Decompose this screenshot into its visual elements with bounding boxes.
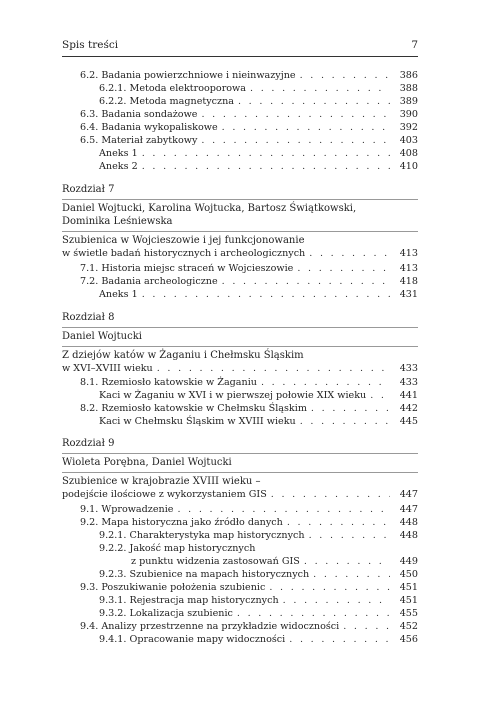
toc-entry[interactable]: Aneks 1 . . . 431: [99, 289, 418, 301]
chapter-authors: Dominika Leśniewska: [62, 216, 173, 227]
toc-entry[interactable]: 6.2.2. Metoda magnetyczna . . . 389: [99, 96, 418, 108]
chapter-title: Z dziejów katów w Żaganiu i Chełmsku Śląskim: [62, 350, 304, 361]
chapter-authors: Daniel Wojtucki, Karolina Wojtucka, Bartosz Świątkowski,: [62, 203, 357, 214]
chapter-rule: [62, 327, 418, 328]
toc-entry[interactable]: 6.2.1. Metoda elektrooporowa . . . 388: [99, 83, 418, 95]
toc-entry[interactable]: 6.5. Materiał zabytkowy . . . 403: [80, 135, 418, 147]
running-header: [62, 38, 418, 52]
chapter-rule: [62, 453, 418, 454]
chapter-authors: Wioleta Porębna, Daniel Wojtucki: [62, 457, 232, 468]
toc-entry[interactable]: Aneks 1 . . . 408: [99, 148, 418, 160]
page-number: 7: [411, 39, 418, 51]
toc-entry[interactable]: 7.2. Badania archeologiczne . . . 418: [80, 276, 418, 288]
chapter-label: Rozdział 8: [62, 312, 115, 323]
chapter-title: Szubienice w krajobrazie XVIII wieku –: [62, 476, 261, 487]
toc-entry[interactable]: 9.1. Wprowadzenie . . . 447: [80, 504, 418, 516]
toc-entry[interactable]: 8.2. Rzemiosło katowskie w Chełmsku Śląskim . . . 442: [80, 403, 418, 415]
toc-entry[interactable]: Kaci w Chełmsku Śląskim w XVIII wieku . . . 445: [99, 416, 418, 428]
toc-entry[interactable]: 9.4.1. Opracowanie mapy widoczności . . . 456: [99, 634, 418, 646]
toc-entry[interactable]: z punktu widzenia zastosowań GIS . . . 449: [131, 556, 418, 568]
toc-entry[interactable]: 9.2.3. Szubienice na mapach historycznych . . . 450: [99, 569, 418, 581]
chapter-label: Rozdział 7: [62, 184, 115, 195]
toc-entry[interactable]: Aneks 2 . . . 410: [99, 161, 418, 173]
toc-entry-first-line[interactable]: 9.2.2. Jakość map historycznych: [99, 543, 256, 554]
toc-entry[interactable]: 9.4. Analizy przestrzenne na przykładzie widoczności . . . 452: [80, 621, 418, 633]
toc-entry[interactable]: 6.3. Badania sondażowe . . . 390: [80, 109, 418, 121]
toc-entry[interactable]: 9.2. Mapa historyczna jako źródło danych . . . 448: [80, 517, 418, 529]
toc-entry[interactable]: 9.3. Poszukiwanie położenia szubienic . . . 451: [80, 582, 418, 594]
toc-entry[interactable]: Kaci w Żaganiu w XVI i w pierwszej połowie XIX wieku . . . 441: [99, 390, 418, 402]
chapter-rule: [62, 231, 418, 232]
toc-entry[interactable]: 9.3.2. Lokalizacja szubienic . . . 455: [99, 608, 418, 620]
toc-entry[interactable]: 9.3.1. Rejestracja map historycznych . . . 451: [99, 595, 418, 607]
chapter-label: Rozdział 9: [62, 438, 115, 449]
toc-entry[interactable]: 6.2. Badania powierzchniowe i nieinwazyjne . . . 386: [80, 70, 418, 82]
chapter-rule: [62, 472, 418, 473]
toc-entry[interactable]: w XVI–XVIII wieku . . . 433: [62, 363, 418, 375]
header-rule: [62, 56, 418, 57]
toc-entry[interactable]: podejście ilościowe z wykorzystaniem GIS . . . 447: [62, 489, 418, 501]
chapter-title: Szubienica w Wojcieszowie i jej funkcjonowanie: [62, 235, 305, 246]
toc-entry[interactable]: 9.2.1. Charakterystyka map historycznych . . . 448: [99, 530, 418, 542]
running-header-title: Spis treści: [62, 39, 119, 51]
toc-entry[interactable]: 7.1. Historia miejsc straceń w Wojcieszowie . . . 413: [80, 263, 418, 275]
chapter-rule: [62, 199, 418, 200]
toc-entry[interactable]: 6.4. Badania wykopaliskowe . . . 392: [80, 122, 418, 134]
toc-entry[interactable]: w świetle badań historycznych i archeologicznych . . . 413: [62, 248, 418, 260]
chapter-authors: Daniel Wojtucki: [62, 331, 142, 342]
toc-entry[interactable]: 8.1. Rzemiosło katowskie w Żaganiu . . . 433: [80, 377, 418, 389]
chapter-rule: [62, 346, 418, 347]
